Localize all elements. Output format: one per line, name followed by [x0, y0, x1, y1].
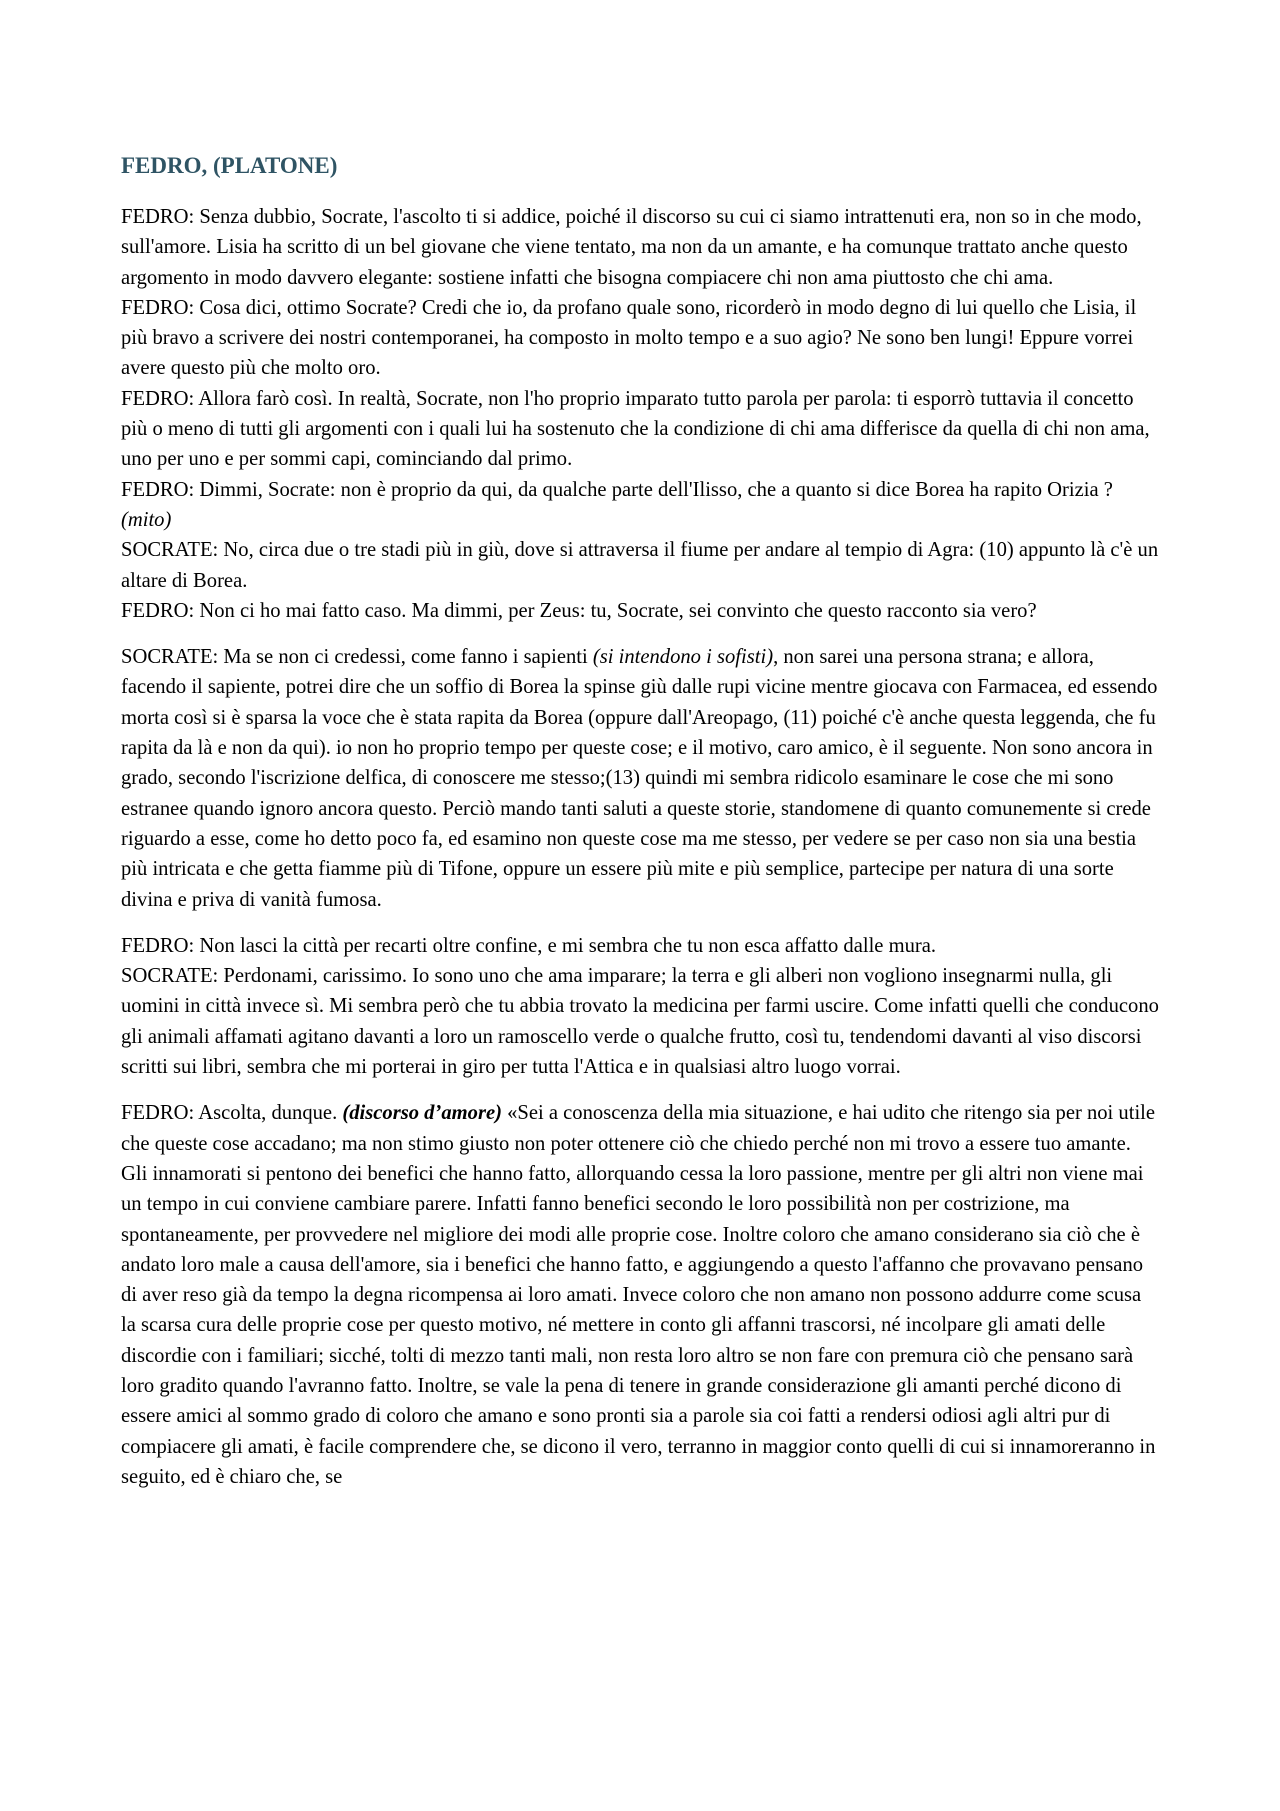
- text-block-2: [121, 642, 1161, 915]
- paragraph-text: FEDRO: Dimmi, Socrate: non è proprio da qui, da qualche parte dell'Ilisso, che a quanto si dice Borea ha rapito Orizia ?: [121, 478, 1113, 501]
- paragraph: [121, 642, 1161, 915]
- paragraph: [121, 475, 1161, 536]
- paragraph-text: , non sarei una persona strana; e allora, facendo il sapiente, potrei dire che un soffio di Borea la spinse giù dalle rupi vicine mentre giocava con Farmacea, ed essendo morta così si è sparsa la voce che è stata rapita da Borea (oppure dall'Areopago, (11) poiché c'è anche questa leggenda, che fu rapita da là e non da qui). io non ho proprio tempo per queste cose; e il motivo, caro amico, è il seguente. Non sono ancora in grado, secondo l'iscrizione delfica, di conoscere me stesso;(13) quindi mi sembra ridicolo esaminare le cose che mi sono estranee quando ignoro ancora questo. Perciò mando tanti saluti a queste storie, standomene di quanto comunemente si crede riguardo a esse, come ho detto poco fa, ed esamino non queste cose ma me stesso, per vedere se per caso non sia una bestia più intricata e che getta fiamme più di Tifone, oppure un essere più mite e più semplice, partecipe per natura di una sorte divina e priva di vanità fumosa.: [121, 646, 1158, 911]
- paragraph-text: FEDRO: Ascolta, dunque.: [121, 1102, 343, 1125]
- bold-italic-note: (discorso d’amore): [342, 1102, 502, 1125]
- paragraph: FEDRO: Cosa dici, ottimo Socrate? Credi che io, da profano quale sono, ricorderò in modo degno di lui quello che Lisia, il più bravo a scrivere dei nostri contemporanei, ha composto in molto tempo e a suo agio? Ne sono ben lungi! Eppure vorrei avere questo più che molto oro.: [121, 296, 1137, 380]
- paragraph-text: «Sei a conoscenza della mia situazione, e hai udito che ritengo sia per noi utile che queste cose accadano; ma non stimo giusto non poter ottenere ciò che chiedo perché non mi trovo a essere tuo amante. Gli innamorati si pentono dei benefici che hanno fatto, allorquando cessa la loro passione, mentre per gli altri non viene mai un tempo in cui conviene cambiare parere. Infatti fanno benefici secondo le loro possibilità non per costrizione, ma spontaneamente, per provvedere nel migliore dei modi alle proprie cose. Inoltre coloro che amano considerano sia ciò che è andato loro male a causa dell'amore, sia i benefici che hanno fatto, e aggiungendo a questo l'affanno che provavano pensano di aver reso già da tempo la degna ricompensa ai loro amati. Invece coloro che non amano non possono addurre come scusa la scarsa cura delle proprie cose per questo motivo, né mettere in conto gli affanni trascorsi, né incolpare gli amati delle discordie con i familiari; sicché, tolti di mezzo tanti mali, non resta loro altro se non fare con premura ciò che pensano sarà loro gradito quando l'avranno fatto. Inoltre, se vale la pena di tenere in grande considerazione gli amanti perché dicono di essere amici al sommo grado di coloro che amano e sono pronti sia a parole sia coi fatti a rendersi odiosi agli altri pur di compiacere gli amati, è facile comprendere che, se dicono il vero, terranno in maggior conto quelli di cui si innamoreranno in seguito, ed è chiaro che, se: [121, 1102, 1156, 1488]
- text-block-1: [121, 202, 1161, 626]
- page-title: FEDRO, (PLATONE): [121, 153, 338, 178]
- document-body: [121, 150, 1161, 1508]
- paragraph: FEDRO: Allora farò così. In realtà, Socrate, non l'ho proprio imparato tutto parola per parola: ti esporrò tuttavia il concetto più o meno di tutti gli argomenti con i quali lui ha sostenuto che la condizione di chi ama differisce da quella di chi non ama, uno per uno e per sommi capi, cominciando dal primo.: [121, 387, 1150, 471]
- paragraph: SOCRATE: No, circa due o tre stadi più in giù, dove si attraversa il fiume per andare al tempio di Agra: (10) appunto là c'è un altare di Borea.: [121, 539, 1159, 592]
- paragraph: SOCRATE: Perdonami, carissimo. Io sono uno che ama imparare; la terra e gli alberi non vogliono insegnarmi nulla, gli uomini in città invece sì. Mi sembra però che tu abbia trovato la medicina per farmi uscire. Come infatti quelli che conducono gli animali affamati agitano davanti a loro un ramoscello verde o qualche frutto, così tu, tendendomi davanti al viso discorsi scritti sui libri, sembra che mi porterai in giro per tutta l'Attica e in qualsiasi altro luogo vorrai.: [121, 965, 1159, 1079]
- text-block-3: [121, 931, 1161, 1082]
- italic-note: (si intendono i sofisti): [592, 646, 774, 669]
- paragraph: FEDRO: Senza dubbio, Socrate, l'ascolto ti si addice, poiché il discorso su cui ci siamo intrattenuti era, non so in che modo, sull'amore. Lisia ha scritto di un bel giovane che viene tentato, ma non da un amante, e ha comunque trattato anche questo argomento in modo davvero elegante: sostiene infatti che bisogna compiacere chi non ama piuttosto che chi ama.: [121, 206, 1142, 289]
- paragraph-text: SOCRATE: Ma se non ci credessi, come fanno i sapienti: [121, 646, 593, 669]
- paragraph: FEDRO: Non ci ho mai fatto caso. Ma dimmi, per Zeus: tu, Socrate, sei convinto che questo racconto sia vero?: [121, 599, 1037, 622]
- text-block-4: [121, 1098, 1161, 1492]
- paragraph: [121, 1098, 1161, 1492]
- italic-note: (mito): [121, 508, 172, 531]
- paragraph: FEDRO: Non lasci la città per recarti oltre confine, e mi sembra che tu non esca affatto dalle mura.: [121, 934, 937, 957]
